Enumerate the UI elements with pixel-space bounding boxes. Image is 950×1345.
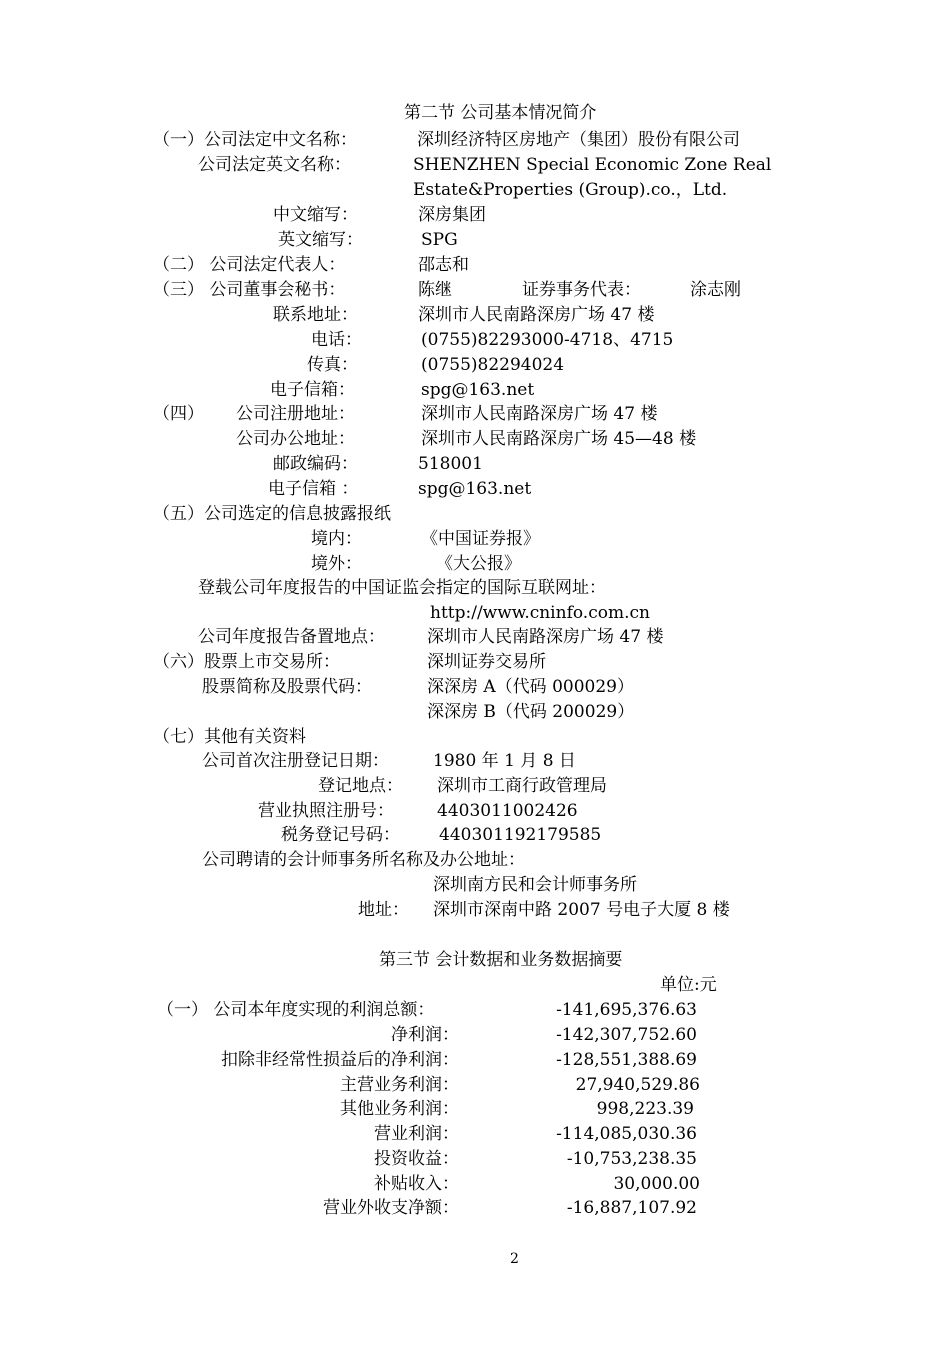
page-number: 2 [510,1251,519,1267]
label-contact-address: 联系地址： [273,305,358,325]
unit-label: 单位:元 [660,975,717,995]
value-stock-code-b: 深深房 B（代码 200029） [427,702,635,722]
value-email-2: spg@163.net [418,479,532,499]
value-phone: (0755)82293000-4718、4715 [421,330,674,350]
value-stock-code-a: 深深房 A（代码 000029） [427,677,634,697]
value-fax: (0755)82294024 [421,355,565,375]
value-first-registration: 1980 年 1 月 8 日 [433,751,576,771]
value-contact-address: 深圳市人民南路深房广场 47 楼 [418,305,655,325]
value-stock-exchange: 深圳证券交易所 [427,652,546,672]
value-non-operating-net: -16,887,107.92 [566,1198,697,1218]
value-business-license: 4403011002426 [437,801,578,821]
label-email: 电子信箱： [270,380,355,400]
label-english-name: 公司法定英文名称： [198,155,351,175]
value-adjusted-net-profit: -128,551,388.69 [556,1050,697,1070]
value-other-business-profit: 998,223.39 [596,1099,694,1119]
label-other-info: （七）其他有关资料 [153,727,306,747]
value-website: http://www.cninfo.com.cn [430,603,650,623]
label-accounting-firm: 公司聘请的会计师事务所名称及办公地址： [202,850,525,870]
value-postcode: 518001 [418,454,483,474]
value-board-secretary: 陈继 [418,280,452,300]
section2-title: 第二节 公司基本情况简介 [404,103,597,123]
label-postcode: 邮政编码： [273,454,358,474]
label-other-business-profit: 其他业务利润： [340,1099,459,1119]
value-investment-income: -10,753,238.35 [566,1149,697,1169]
label-tax-number: 税务登记号码： [281,825,400,845]
value-overseas: 《大公报》 [436,554,521,574]
label-non-operating-net: 营业外收支净额： [323,1198,459,1218]
label-chinese-name: （一）公司法定中文名称： [153,130,357,150]
value-tax-number: 440301192179585 [439,825,602,845]
label-investment-income: 投资收益： [374,1149,459,1169]
label-fax: 传真： [307,355,358,375]
value-accounting-firm: 深圳南方民和会计师事务所 [433,875,637,895]
label-adjusted-net-profit: 扣除非经常性损益后的净利润： [221,1050,459,1070]
value-legal-rep: 邵志和 [418,255,469,275]
label-newspapers: （五）公司选定的信息披露报纸 [153,504,391,524]
label-securities-rep: 证券事务代表： [522,280,641,300]
label-registered-address: 公司注册地址： [236,404,355,424]
value-registered-address: 深圳市人民南路深房广场 47 楼 [421,404,658,424]
label-registration-place: 登记地点： [318,776,403,796]
value-email: spg@163.net [421,380,535,400]
value-subsidy-income: 30,000.00 [613,1174,700,1194]
label-stock-exchange: （六）股票上市交易所： [153,652,340,672]
section3-title: 第三节 会计数据和业务数据摘要 [379,950,623,970]
value-office-address: 深圳市人民南路深房广场 45—48 楼 [421,429,697,449]
value-total-profit: -141,695,376.63 [556,1000,697,1020]
label-net-profit: 净利润： [391,1025,459,1045]
value-securities-rep: 涂志刚 [690,280,741,300]
label-board-secretary: （三） 公司董事会秘书： [153,280,346,300]
label-subsidy-income: 补贴收入： [374,1174,459,1194]
value-registration-place: 深圳市工商行政管理局 [437,776,607,796]
value-net-profit: -142,307,752.60 [556,1025,697,1045]
label-office-address: 公司办公地址： [236,429,355,449]
label-first-registration: 公司首次注册登记日期： [202,751,389,771]
value-english-name-line1: SHENZHEN Special Economic Zone Real [413,155,772,175]
label-email-2: 电子信箱 ： [268,479,359,499]
label-stock-code: 股票简称及股票代码： [202,677,372,697]
label-firm-address: 地址： [358,900,409,920]
value-chinese-abbr: 深房集团 [418,205,486,225]
value-operating-profit: -114,085,030.36 [556,1124,697,1144]
value-chinese-name: 深圳经济特区房地产（集团）股份有限公司 [417,130,740,150]
label-main-business-profit: 主营业务利润： [340,1075,459,1095]
label-total-profit: （一） 公司本年度实现的利润总额： [157,1000,435,1020]
label-legal-rep: （二） 公司法定代表人： [153,255,346,275]
label-website: 登载公司年度报告的中国证监会指定的国际互联网址： [198,578,606,598]
value-english-abbr: SPG [421,230,458,250]
value-report-location: 深圳市人民南路深房广场 47 楼 [427,627,664,647]
label-english-abbr: 英文缩写： [278,230,363,250]
label-domestic: 境内： [311,529,362,549]
label-phone: 电话： [311,330,362,350]
label-section-four: （四） [153,404,204,424]
label-chinese-abbr: 中文缩写： [273,205,358,225]
value-firm-address: 深圳市深南中路 2007 号电子大厦 8 楼 [433,900,730,920]
value-domestic: 《中国证券报》 [421,529,540,549]
label-business-license: 营业执照注册号： [258,801,394,821]
label-report-location: 公司年度报告备置地点： [198,627,385,647]
value-english-name-line2: Estate&Properties (Group).co.，Ltd. [413,180,728,200]
label-overseas: 境外： [311,554,362,574]
label-operating-profit: 营业利润： [374,1124,459,1144]
value-main-business-profit: 27,940,529.86 [575,1075,700,1095]
